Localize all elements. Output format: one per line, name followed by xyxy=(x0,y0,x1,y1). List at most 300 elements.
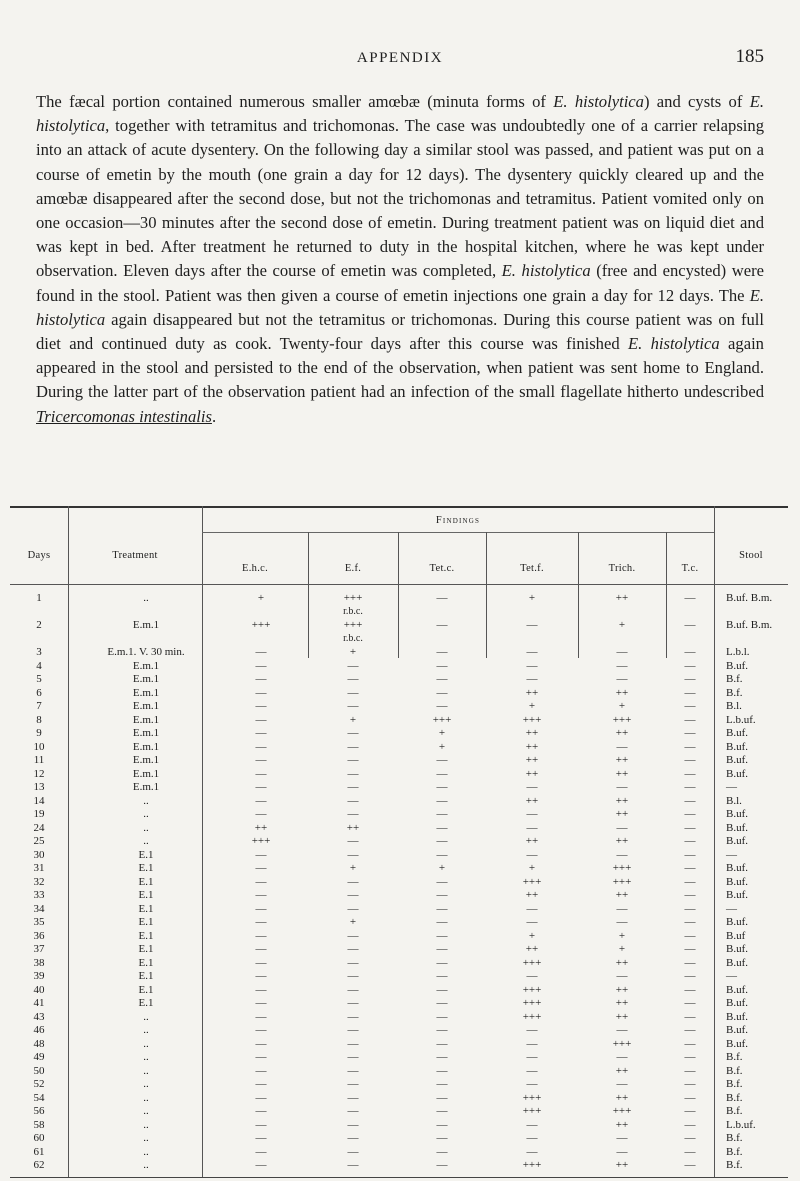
treatment-cell: E.m.1 xyxy=(132,713,160,726)
treatment-cell: .. xyxy=(143,1132,149,1144)
stool-cell: B.uf. xyxy=(726,983,748,996)
trich-cell: ++ xyxy=(615,997,629,1009)
trich-cell: +++ xyxy=(612,1037,632,1050)
italic-species-name: E. histolytica xyxy=(36,285,764,329)
table-row xyxy=(10,1159,788,1173)
tetf-cell: — xyxy=(526,646,538,658)
ef-cell: r.b.c. xyxy=(343,605,363,617)
stool-cell: B.uf. xyxy=(726,754,748,766)
tc-cell: — xyxy=(684,862,696,874)
day-cell: 52 xyxy=(33,1078,45,1090)
ef-cell: — xyxy=(347,902,359,915)
table-row xyxy=(10,1092,788,1106)
tc-cell: — xyxy=(684,956,696,969)
tc-cell: — xyxy=(684,902,696,915)
table-row xyxy=(10,633,788,647)
day-cell: 4 xyxy=(36,659,42,672)
treatment-cell: E.m.1 xyxy=(132,686,160,699)
stool-cell: B.f. xyxy=(726,1159,743,1171)
tetf-cell: — xyxy=(526,902,538,915)
tc-cell: — xyxy=(684,983,696,996)
ehc-cell: — xyxy=(255,875,267,888)
treatment-cell: E.1 xyxy=(138,862,154,874)
ef-cell: — xyxy=(347,875,359,888)
day-cell: 25 xyxy=(33,835,45,847)
ef-cell: — xyxy=(347,1024,359,1036)
ehc-cell: +++ xyxy=(251,835,271,847)
tetc-cell: — xyxy=(436,848,448,861)
ehc-cell: — xyxy=(255,916,267,928)
tetf-cell: ++ xyxy=(525,740,539,753)
treatment-cell: .. xyxy=(143,1105,149,1117)
table-divider xyxy=(68,584,69,1177)
stool-cell: B.uf. xyxy=(726,916,748,928)
ef-cell: +++ xyxy=(343,619,363,631)
tetf-cell: — xyxy=(526,1024,538,1036)
tetf-cell: — xyxy=(526,619,538,631)
tc-cell: — xyxy=(684,1132,696,1144)
day-cell: 10 xyxy=(33,740,45,753)
paragraph-text: , together with tetramitus and trichomonas. The case was undoubtedly one of a carrier relapsing into an attack of acute dysentery. On the following day a similar stool was passed, and patient was put on a course of emetin by the mouth (one grain a day for 12 days). The dysentery quickly cleared up and the amœbæ disappeared after the second dose, but not the trichomonas and tetramitus. Patient vomited only on one occasion—30 minutes after the second dose of emetin. During treatment patient was on liquid diet and was kept in bed. After treatment he returned to duty in the hospital kitchen, where he was kept under observation. Eleven days after the course of emetin was completed, xyxy=(36,116,764,281)
tetc-cell: — xyxy=(436,1145,448,1158)
ef-cell: — xyxy=(347,929,359,942)
tetf-cell: — xyxy=(526,970,538,982)
ef-cell: + xyxy=(349,916,357,928)
tetf-cell: +++ xyxy=(522,1010,542,1023)
trich-cell: ++ xyxy=(615,686,629,699)
tetf-cell: — xyxy=(526,1051,538,1063)
tetc-cell: — xyxy=(436,1024,448,1036)
tetc-cell: — xyxy=(436,916,448,928)
header-trich: Trich. xyxy=(608,563,636,574)
ehc-cell: — xyxy=(255,794,267,807)
treatment-cell: E.1 xyxy=(138,929,154,942)
ehc-cell: — xyxy=(255,956,267,969)
table-row xyxy=(10,1132,788,1146)
tc-cell: — xyxy=(684,794,696,807)
trich-cell: — xyxy=(616,1145,628,1158)
table-row xyxy=(10,876,788,890)
tetc-cell: — xyxy=(436,1118,448,1131)
tc-cell: — xyxy=(684,713,696,726)
tc-cell: — xyxy=(684,808,696,820)
ehc-cell: — xyxy=(255,808,267,820)
stool-cell: B.f. xyxy=(726,1145,743,1158)
paragraph-text: (free and encysted) were found in the stool. Patient was then given a course of emetin injections one grain a day for 12 days. The xyxy=(36,261,764,305)
tc-cell: — xyxy=(684,1064,696,1077)
trich-cell: ++ xyxy=(615,808,629,820)
ehc-cell: — xyxy=(255,659,267,672)
table-row xyxy=(10,997,788,1011)
table-bottom-rule xyxy=(10,1177,788,1178)
tetf-cell: +++ xyxy=(522,1091,542,1104)
trich-cell: ++ xyxy=(615,983,629,996)
tetc-cell: — xyxy=(436,673,448,685)
ef-cell: + xyxy=(349,713,357,726)
trich-cell: +++ xyxy=(612,1105,632,1117)
trich-cell: — xyxy=(616,902,628,915)
ef-cell: — xyxy=(347,700,359,712)
ef-cell: — xyxy=(347,673,359,685)
ehc-cell: — xyxy=(255,767,267,780)
ef-cell: + xyxy=(349,646,357,658)
tetf-cell: — xyxy=(526,1037,538,1050)
day-cell: 40 xyxy=(33,983,45,996)
tetf-cell: ++ xyxy=(525,889,539,901)
trich-cell: ++ xyxy=(615,592,629,604)
treatment-cell: E.1 xyxy=(138,889,154,901)
tetc-cell: — xyxy=(436,686,448,699)
paragraph-text: ) and cysts of xyxy=(643,92,750,111)
tetf-cell: ++ xyxy=(525,686,539,699)
ef-cell: — xyxy=(347,727,359,739)
trich-cell: — xyxy=(616,646,628,658)
tetf-cell: +++ xyxy=(522,1105,542,1117)
day-cell: 54 xyxy=(33,1091,45,1104)
tetf-cell: — xyxy=(526,673,538,685)
tetf-cell: + xyxy=(528,862,536,874)
table-row xyxy=(10,592,788,606)
ehc-cell: — xyxy=(255,1078,267,1090)
ehc-cell: — xyxy=(255,848,267,861)
tc-cell: — xyxy=(684,686,696,699)
tetf-cell: ++ xyxy=(525,943,539,955)
tetf-cell: ++ xyxy=(525,835,539,847)
ef-cell: — xyxy=(347,794,359,807)
tc-cell: — xyxy=(684,875,696,888)
treatment-cell: .. xyxy=(143,592,149,604)
treatment-cell: .. xyxy=(143,1078,149,1090)
day-cell: 19 xyxy=(33,808,45,820)
tetc-cell: — xyxy=(436,659,448,672)
table-row xyxy=(10,768,788,782)
ehc-cell: — xyxy=(255,713,267,726)
stool-cell: B.uf. xyxy=(726,821,748,834)
table-row xyxy=(10,741,788,755)
ef-cell: — xyxy=(347,740,359,753)
ehc-cell: — xyxy=(255,929,267,942)
tetf-cell: +++ xyxy=(522,956,542,969)
tetc-cell: — xyxy=(436,943,448,955)
day-cell: 38 xyxy=(33,956,45,969)
tc-cell: — xyxy=(684,929,696,942)
tetf-cell: ++ xyxy=(525,767,539,780)
tetc-cell: — xyxy=(436,592,448,604)
ef-cell: — xyxy=(347,1051,359,1063)
tc-cell: — xyxy=(684,767,696,780)
ef-cell: — xyxy=(347,1091,359,1104)
day-cell: 30 xyxy=(33,848,45,861)
stool-cell: B.uf. xyxy=(726,943,748,955)
treatment-cell: E.m.1 xyxy=(132,673,160,685)
table-row xyxy=(10,606,788,620)
day-cell: 39 xyxy=(33,970,45,982)
tc-cell: — xyxy=(684,821,696,834)
table-row xyxy=(10,1119,788,1133)
ehc-cell: — xyxy=(255,673,267,685)
treatment-cell: .. xyxy=(143,835,149,847)
ef-cell: — xyxy=(347,659,359,672)
tetc-cell: — xyxy=(436,997,448,1009)
table-row xyxy=(10,673,788,687)
trich-cell: — xyxy=(616,659,628,672)
ef-cell: — xyxy=(347,754,359,766)
table-row xyxy=(10,930,788,944)
ehc-cell: — xyxy=(255,781,267,793)
treatment-cell: E.m.1 xyxy=(132,754,160,766)
day-cell: 37 xyxy=(33,943,45,955)
trich-cell: ++ xyxy=(615,767,629,780)
trich-cell: ++ xyxy=(615,1010,629,1023)
stool-cell: B.l. xyxy=(726,794,742,807)
ehc-cell: — xyxy=(255,1037,267,1050)
tc-cell: — xyxy=(684,997,696,1009)
ef-cell: — xyxy=(347,1037,359,1050)
trich-cell: ++ xyxy=(615,1091,629,1104)
tetc-cell: — xyxy=(436,1051,448,1063)
ehc-cell: — xyxy=(255,970,267,982)
trich-cell: — xyxy=(616,1051,628,1063)
stool-cell: B.f. xyxy=(726,1051,743,1063)
ehc-cell: — xyxy=(255,943,267,955)
treatment-cell: E.m.1 xyxy=(132,619,160,631)
trich-cell: + xyxy=(618,929,626,942)
stool-cell: B.l. xyxy=(726,700,742,712)
tetf-cell: — xyxy=(526,808,538,820)
ehc-cell: — xyxy=(255,1064,267,1077)
ef-cell: — xyxy=(347,1105,359,1117)
tetf-cell: — xyxy=(526,916,538,928)
tetf-cell: — xyxy=(526,1132,538,1144)
tetc-cell: — xyxy=(436,781,448,793)
trich-cell: ++ xyxy=(615,1118,629,1131)
day-cell: 8 xyxy=(36,713,42,726)
table-row xyxy=(10,835,788,849)
tc-cell: — xyxy=(684,1010,696,1023)
stool-cell: B.uf. xyxy=(726,889,748,901)
page-header xyxy=(0,38,800,68)
trich-cell: — xyxy=(616,740,628,753)
stool-cell: L.b.uf. xyxy=(726,713,756,726)
trich-cell: — xyxy=(616,673,628,685)
tc-cell: — xyxy=(684,592,696,604)
tetc-cell: — xyxy=(436,808,448,820)
tc-cell: — xyxy=(684,943,696,955)
header-stool: Stool xyxy=(739,550,763,561)
tetc-cell: — xyxy=(436,794,448,807)
ef-cell: r.b.c. xyxy=(343,632,363,644)
body-paragraph xyxy=(36,90,764,429)
tetc-cell: — xyxy=(436,835,448,847)
stool-cell: B.uf. xyxy=(726,862,748,874)
stool-cell: B.f. xyxy=(726,673,743,685)
tc-cell: — xyxy=(684,1105,696,1117)
day-cell: 35 xyxy=(33,916,45,928)
trich-cell: — xyxy=(616,1078,628,1090)
stool-cell: L.b.l. xyxy=(726,646,750,658)
day-cell: 46 xyxy=(33,1024,45,1036)
trich-cell: ++ xyxy=(615,889,629,901)
stool-cell: — xyxy=(726,848,737,861)
trich-cell: + xyxy=(618,619,626,631)
treatment-cell: E.1 xyxy=(138,875,154,888)
ef-cell: — xyxy=(347,956,359,969)
treatment-cell: E.1 xyxy=(138,983,154,996)
stool-cell: B.uf. xyxy=(726,659,748,672)
tetc-cell: — xyxy=(436,1132,448,1144)
table-row xyxy=(10,1038,788,1052)
day-cell: 49 xyxy=(33,1051,45,1063)
ehc-cell: + xyxy=(257,592,265,604)
treatment-cell: E.m.1 xyxy=(132,767,160,780)
ef-cell: — xyxy=(347,889,359,901)
tetc-cell: — xyxy=(436,1105,448,1117)
table-row xyxy=(10,822,788,836)
day-cell: 32 xyxy=(33,875,45,888)
ehc-cell: — xyxy=(255,889,267,901)
day-cell: 7 xyxy=(36,700,42,712)
tc-cell: — xyxy=(684,727,696,739)
trich-cell: ++ xyxy=(615,794,629,807)
ef-cell: — xyxy=(347,1132,359,1144)
table-row xyxy=(10,795,788,809)
ehc-cell: — xyxy=(255,727,267,739)
treatment-cell: .. xyxy=(143,1159,149,1171)
stool-cell: B.uf. xyxy=(726,727,748,739)
stool-cell: B.uf. xyxy=(726,997,748,1009)
stool-cell: — xyxy=(726,902,737,915)
day-cell: 43 xyxy=(33,1010,45,1023)
table-row xyxy=(10,714,788,728)
day-cell: 34 xyxy=(33,902,45,915)
header-ehc: E.h.c. xyxy=(242,563,268,574)
stool-cell: B.uf. xyxy=(726,1010,748,1023)
day-cell: 62 xyxy=(33,1159,45,1171)
table-row xyxy=(10,781,788,795)
stool-cell: B.f. xyxy=(726,1091,743,1104)
day-cell: 50 xyxy=(33,1064,45,1077)
stool-cell: B.f. xyxy=(726,1064,743,1077)
ehc-cell: — xyxy=(255,740,267,753)
ehc-cell: — xyxy=(255,754,267,766)
table-row xyxy=(10,903,788,917)
stool-cell: B.uf. xyxy=(726,875,748,888)
tetf-cell: +++ xyxy=(522,997,542,1009)
tc-cell: — xyxy=(684,835,696,847)
tetc-cell: — xyxy=(436,956,448,969)
treatment-cell: .. xyxy=(143,808,149,820)
treatment-cell: .. xyxy=(143,1010,149,1023)
treatment-cell: E.m.1 xyxy=(132,659,160,672)
tetc-cell: +++ xyxy=(432,713,452,726)
trich-cell: ++ xyxy=(615,956,629,969)
ehc-cell: +++ xyxy=(251,619,271,631)
table-row xyxy=(10,687,788,701)
day-cell: 6 xyxy=(36,686,42,699)
ef-cell: — xyxy=(347,767,359,780)
stool-cell: B.uf. xyxy=(726,956,748,969)
tetf-cell: +++ xyxy=(522,713,542,726)
treatment-cell: E.m.1 xyxy=(132,781,160,793)
table-row xyxy=(10,849,788,863)
tc-cell: — xyxy=(684,1078,696,1090)
tetf-cell: — xyxy=(526,821,538,834)
tc-cell: — xyxy=(684,1037,696,1050)
table-row xyxy=(10,754,788,768)
running-title: APPENDIX xyxy=(356,50,444,66)
header-ef: E.f. xyxy=(344,563,362,574)
table-row xyxy=(10,1011,788,1025)
trich-cell: — xyxy=(616,970,628,982)
trich-cell: ++ xyxy=(615,727,629,739)
ef-cell: — xyxy=(347,970,359,982)
stool-cell: B.uf. xyxy=(726,1037,748,1050)
tc-cell: — xyxy=(684,1145,696,1158)
stool-cell: B.uf. xyxy=(726,740,748,753)
ef-cell: + xyxy=(349,862,357,874)
ehc-cell: ++ xyxy=(254,821,268,834)
tetc-cell: — xyxy=(436,1064,448,1077)
day-cell: 2 xyxy=(36,619,42,631)
ehc-cell: — xyxy=(255,1010,267,1023)
stool-cell: B.f. xyxy=(726,686,743,699)
tetf-cell: + xyxy=(528,929,536,942)
day-cell: 48 xyxy=(33,1037,45,1050)
paragraph-text: . xyxy=(211,406,217,426)
table-row xyxy=(10,862,788,876)
tetf-cell: ++ xyxy=(525,727,539,739)
table-row xyxy=(10,1051,788,1065)
tc-cell: — xyxy=(684,1051,696,1063)
ef-cell: ++ xyxy=(346,821,360,834)
table-row xyxy=(10,660,788,674)
treatment-cell: E.1 xyxy=(138,943,154,955)
day-cell: 5 xyxy=(36,673,42,685)
treatment-cell: E.1 xyxy=(138,916,154,928)
treatment-cell: E.1 xyxy=(138,848,154,861)
tetc-cell: — xyxy=(436,1078,448,1090)
findings-table xyxy=(10,506,788,1181)
tetc-cell: — xyxy=(436,1010,448,1023)
ef-cell: +++ xyxy=(343,592,363,604)
table-row xyxy=(10,1024,788,1038)
day-cell: 9 xyxy=(36,727,42,739)
ehc-cell: — xyxy=(255,686,267,699)
page-number: 185 xyxy=(735,46,764,67)
day-cell: 41 xyxy=(33,997,45,1009)
ef-cell: — xyxy=(347,1010,359,1023)
tetc-cell: — xyxy=(436,646,448,658)
tetf-cell: + xyxy=(528,700,536,712)
treatment-cell: .. xyxy=(143,1145,149,1158)
ef-cell: — xyxy=(347,686,359,699)
trich-cell: — xyxy=(616,781,628,793)
tc-cell: — xyxy=(684,916,696,928)
table-row xyxy=(10,1146,788,1160)
table-row xyxy=(10,1105,788,1119)
stool-cell: B.uf. xyxy=(726,835,748,847)
tetf-cell: — xyxy=(526,1145,538,1158)
trich-cell: — xyxy=(616,821,628,834)
treatment-cell: E.m.1 xyxy=(132,740,160,753)
tetc-cell: — xyxy=(436,619,448,631)
table-row xyxy=(10,727,788,741)
tetc-cell: + xyxy=(438,727,446,739)
italic-species-name: E. histolytica xyxy=(501,261,591,281)
treatment-cell: .. xyxy=(143,1037,149,1050)
ef-cell: — xyxy=(347,781,359,793)
treatment-cell: E.1 xyxy=(138,956,154,969)
